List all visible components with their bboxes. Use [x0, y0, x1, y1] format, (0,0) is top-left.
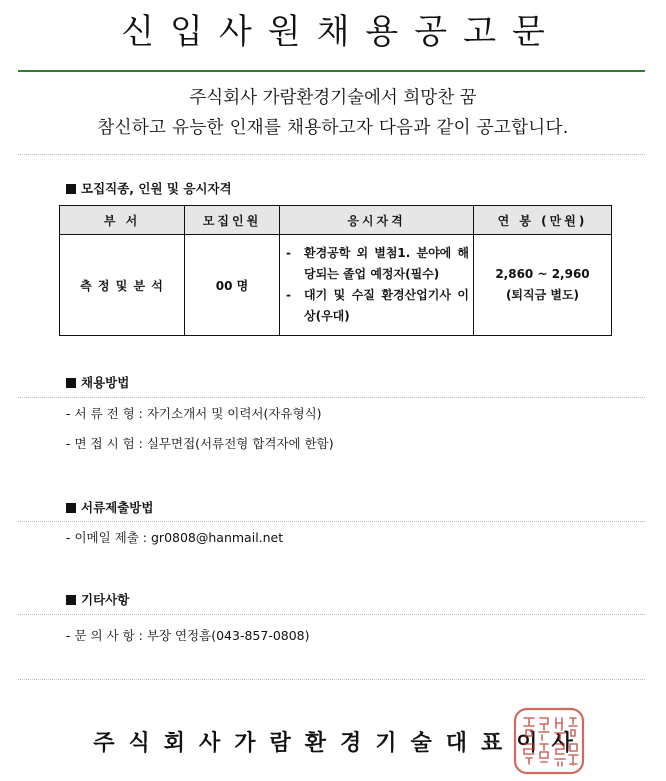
qualification-text: 대기 및 수질 환경산업기사 이상(우대) — [304, 288, 469, 323]
recruitment-heading-text: 모집직종, 인원 및 응시자격 — [81, 181, 232, 196]
company-ceo-signature: 주식회사가람환경기술대표이사 — [93, 731, 587, 756]
table-header-row — [60, 206, 612, 235]
column-header-salary: 연 봉 (만원) — [474, 206, 612, 235]
salary-range: 2,860 ~ 2,960 — [495, 267, 590, 281]
intro-line-1: 주식회사 가람환경기술에서 희망찬 꿈 — [189, 88, 477, 108]
section-divider — [18, 154, 645, 155]
cell-headcount: 00 명 — [185, 235, 280, 336]
recruitment-table — [59, 205, 612, 336]
cell-salary — [474, 235, 612, 336]
table-row — [60, 235, 612, 336]
etc-item-contact: - 문 의 사 항 : 부장 연정흠(043-857-0808) — [66, 628, 310, 643]
qualification-text: 환경공학 외 별첨1. 분야에 해당되는 졸업 예정자(필수) — [304, 246, 469, 281]
column-header-headcount: 모집인원 — [185, 206, 280, 235]
method-heading — [66, 375, 129, 391]
cell-qualifications — [280, 235, 474, 336]
square-bullet-icon — [66, 503, 76, 513]
method-item-interview: - 면 접 시 험 : 실무면접(서류전형 합격자에 한함) — [66, 436, 334, 451]
qualification-bullet: - — [286, 288, 291, 302]
section-divider — [18, 397, 645, 398]
square-bullet-icon — [66, 595, 76, 605]
section-divider — [18, 614, 645, 615]
column-header-qualification: 응시자격 — [280, 206, 474, 235]
intro-line-2: 참신하고 유능한 인재를 채용하고자 다음과 같이 공고합니다. — [97, 118, 569, 138]
column-header-department: 부 서 — [60, 206, 185, 235]
square-bullet-icon — [66, 378, 76, 388]
qualification-item — [286, 285, 469, 327]
etc-heading-text: 기타사항 — [81, 592, 130, 607]
submission-heading-text: 서류제출방법 — [81, 500, 154, 515]
section-divider — [18, 679, 645, 680]
salary-note: (퇴직금 별도) — [505, 288, 580, 302]
cell-department: 측 정 및 분 석 — [60, 235, 185, 336]
recruitment-heading — [66, 181, 232, 197]
qualification-bullet: - — [286, 246, 291, 260]
qualification-item — [286, 243, 469, 285]
submission-item-email: - 이메일 제출 : gr0808@hanmail.net — [66, 530, 284, 545]
etc-heading — [66, 592, 129, 608]
method-heading-text: 채용방법 — [81, 375, 130, 390]
title-divider — [18, 70, 645, 72]
submission-heading — [66, 500, 153, 516]
method-item-document: - 서 류 전 형 : 자기소개서 및 이력서(자유형식) — [66, 406, 322, 421]
square-bullet-icon — [66, 184, 76, 194]
company-seal-stamp — [512, 706, 586, 776]
page-title: 신입사원채용공고문 — [121, 12, 561, 52]
section-divider — [18, 521, 645, 522]
